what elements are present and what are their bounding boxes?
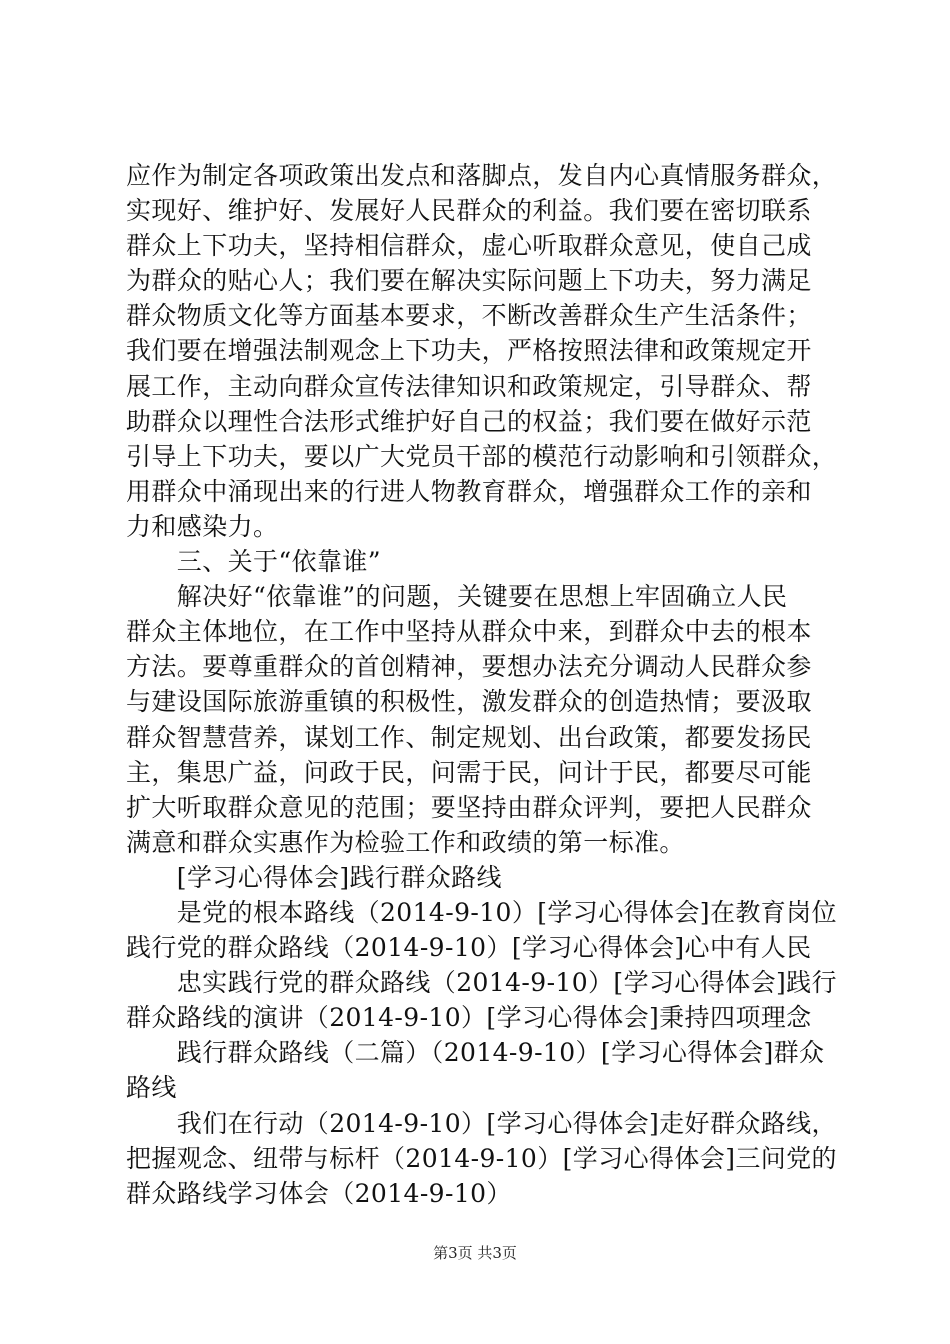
page-number-footer: 第3页 共3页 (433, 1244, 517, 1262)
related-articles-heading: [学习心得体会]践行群众路线 (126, 862, 502, 892)
related-article-line: 践行群众路线（二篇）（2014-9-10）[学习心得体会]群众 (126, 1038, 825, 1068)
body-line: 主，集思广益，问政于民，问需于民，问计于民，都要尽可能 (126, 757, 812, 787)
related-article-line: 践行党的群众路线（2014-9-10）[学习心得体会]心中有人民 (126, 933, 812, 963)
body-line: 群众主体地位，在工作中坚持从群众中来，到群众中去的根本 (126, 617, 812, 647)
body-line: 群众物质文化等方面基本要求，不断改善群众生产生活条件； (126, 301, 812, 331)
body-line: 应作为制定各项政策出发点和落脚点，发自内心真情服务群众， (126, 161, 838, 190)
body-line: 为群众的贴心人；我们要在解决实际问题上下功夫，努力满足 (126, 266, 812, 296)
body-line: 用群众中涌现出来的行进人物教育群众，增强群众工作的亲和 (126, 476, 812, 506)
body-line: 展工作，主动向群众宣传法律知识和政策规定，引导群众、帮 (126, 371, 812, 401)
related-article-line: 忠实践行党的群众路线（2014-9-10）[学习心得体会]践行 (126, 968, 837, 998)
body-line: 助群众以理性合法形式维护好自己的权益；我们要在做好示范 (126, 406, 812, 436)
body-line: 方法。要尊重群众的首创精神，要想办法充分调动人民群众参 (126, 652, 812, 682)
body-line: 解决好“依靠谁”的问题，关键要在思想上牢固确立人民 (126, 582, 788, 612)
body-line: 实现好、维护好、发展好人民群众的利益。我们要在密切联系 (126, 196, 812, 226)
body-line: 满意和群众实惠作为检验工作和政绩的第一标准。 (126, 827, 685, 857)
body-line: 我们要在增强法制观念上下功夫，严格按照法律和政策规定开 (126, 336, 812, 366)
body-line: 引导上下功夫，要以广大党员干部的模范行动影响和引领群众， (126, 441, 838, 471)
related-article-line: 群众路线学习体会（2014-9-10） (126, 1178, 512, 1208)
related-article-line: 路线 (126, 1073, 177, 1103)
document-body (126, 158, 838, 1211)
related-article-line: 是党的根本路线（2014-9-10）[学习心得体会]在教育岗位 (126, 897, 837, 927)
body-line: 群众上下功夫，坚持相信群众，虚心听取群众意见，使自己成 (126, 231, 812, 261)
body-line: 群众智慧营养，谋划工作、制定规划、出台政策，都要发扬民 (126, 722, 812, 752)
section-heading: 三、关于“依靠谁” (126, 547, 381, 577)
body-line: 扩大听取群众意见的范围；要坚持由群众评判，要把人民群众 (126, 792, 812, 822)
body-line: 与建设国际旅游重镇的积极性，激发群众的创造热情；要汲取 (126, 687, 812, 717)
body-line: 力和感染力。 (126, 511, 279, 541)
related-article-line: 把握观念、纽带与标杆（2014-9-10）[学习心得体会]三问党的 (126, 1143, 837, 1173)
related-article-line: 我们在行动（2014-9-10）[学习心得体会]走好群众路线， (126, 1108, 837, 1138)
related-article-line: 群众路线的演讲（2014-9-10）[学习心得体会]秉持四项理念 (126, 1003, 812, 1033)
